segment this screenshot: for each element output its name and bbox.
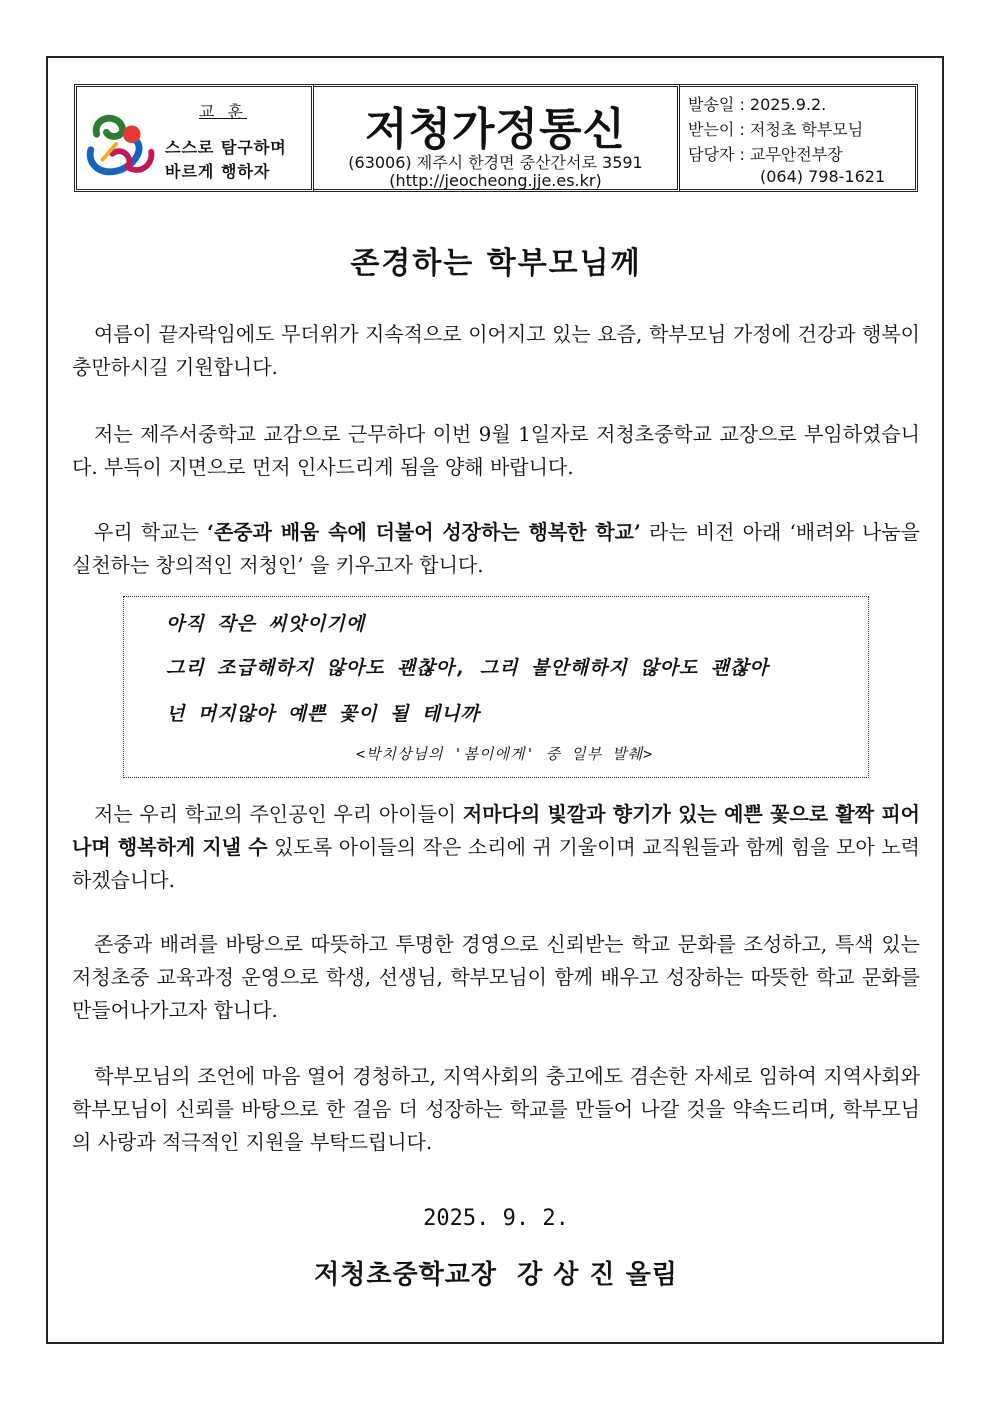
paragraph-4 [72, 798, 920, 897]
poem-box [123, 596, 869, 778]
paragraph-2-text: 저는 제주서중학교 교감으로 근무하다 이번 9월 1일자로 저청초중학교 교장으로 부임하였습니다. 부득이 지면으로 먼저 인사드리게 됨을 양해 바랍니다. [72, 422, 920, 479]
newsletter-header [74, 84, 918, 192]
paragraph-3-pre: 우리 학교는 [94, 520, 207, 544]
issue-date: 발송일 : 2025.9.2. [688, 95, 827, 114]
paragraph-6 [72, 1060, 920, 1159]
paragraph-3-post: 라는 비전 아래 ‘배려와 나눔을 실천하는 창의적인 저청인’ 을 키우고자 합니다. [72, 520, 920, 577]
school-vision: ‘존중과 배움 속에 더불어 성장하는 행복한 학교’ [207, 520, 641, 544]
paragraph-4-post: 있도록 아이들의 작은 소리에 귀 기울이며 교직원들과 함께 힘을 모아 노력하겠습니다. [72, 835, 920, 892]
motto-heading: 교 훈 [199, 102, 247, 121]
motto-box [74, 84, 314, 192]
recipient: 받는이 : 저청초 학부모님 [688, 120, 864, 139]
paragraph-4-emphasis: 저마다의 빛깔과 향기가 있는 예쁜 꽃으로 활짝 피어나며 행복하게 지낼 수 [72, 802, 920, 859]
poem-line-1: 아직 작은 씨앗이기에 [166, 613, 366, 635]
school-logo-icon [83, 105, 161, 183]
poem-line-2: 그리 조급해하지 않아도 괜찮아, 그리 불안해하지 않아도 괜찮아 [166, 657, 769, 679]
contact-person: 담당자 : 교무안전부장 [688, 145, 843, 164]
paragraph-4-pre: 저는 우리 학교의 주인공인 우리 아이들이 [94, 802, 463, 826]
school-website: (http://jeocheong.jje.es.kr) [389, 171, 602, 190]
paragraph-5 [72, 928, 920, 1027]
letter-signature: 저청초중학교장 강 상 진 올림 [314, 1260, 678, 1290]
contact-phone: (064) 798-1621 [760, 167, 886, 186]
title-box [314, 84, 680, 192]
letter-date: 2025. 9. 2. [423, 1206, 569, 1231]
info-box [680, 84, 918, 192]
paragraph-6-text: 학부모님의 조언에 마음 열어 경청하고, 지역사회의 충고에도 겸손한 자세로 임하여 지역사회와 학부모님이 신뢰를 바탕으로 한 걸음 더 성장하는 학교를 만들어 나갈 것을 약속드리며, 학부모님의 사랑과 적극적인 지원을 부탁드립니다. [72, 1064, 920, 1154]
paragraph-5-text: 존중과 배려를 바탕으로 따뜻하고 투명한 경영으로 신뢰받는 학교 문화를 조성하고, 특색 있는 저청초중 교육과정 운영으로 학생, 선생님, 학부모님이 함께 배우고 성장하는 따뜻한 학교 문화를 만들어나가고자 합니다. [72, 932, 920, 1022]
letter-greeting: 존경하는 학부모님께 [350, 246, 642, 281]
motto-line-2: 바르게 행하자 [165, 162, 271, 181]
poem-source: <박치상님의 '봄이에게' 중 일부 발췌> [356, 745, 654, 763]
paragraph-1 [72, 318, 920, 384]
paragraph-3 [72, 516, 920, 582]
newsletter-title: 저청가정통신 [364, 104, 627, 155]
school-address: (63006) 제주시 한경면 중산간서로 3591 [348, 153, 643, 172]
paragraph-2 [72, 418, 920, 484]
motto-line-1: 스스로 탐구하며 [165, 138, 287, 157]
paragraph-1-text: 여름이 끝자락임에도 무더위가 지속적으로 이어지고 있는 요즘, 학부모님 가정에 건강과 행복이 충만하시길 기원합니다. [72, 322, 920, 379]
poem-line-3: 넌 머지않아 예쁜 꽃이 될 테니까 [166, 703, 480, 725]
